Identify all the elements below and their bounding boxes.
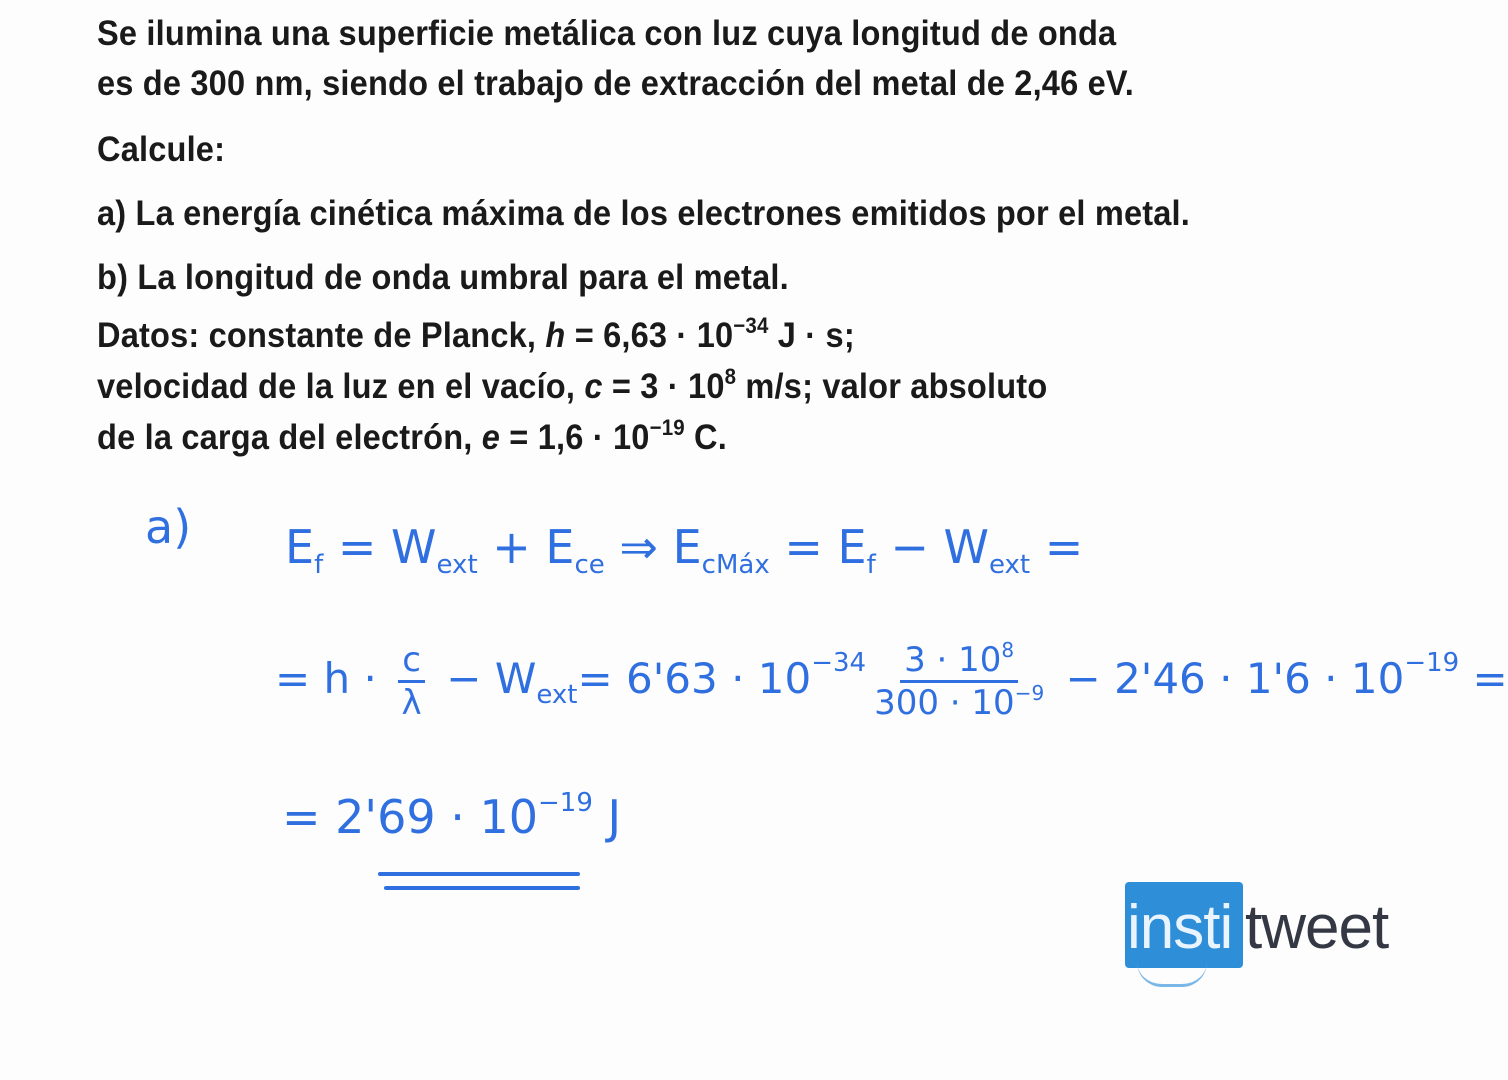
text: Datos: constante de Planck, — [97, 316, 546, 355]
logo-text-insti: insti — [1127, 893, 1233, 962]
t: ⇒ E — [619, 520, 702, 574]
result-underline — [384, 886, 580, 890]
datos-line-3 — [97, 415, 727, 458]
calcule-heading: Calcule: — [97, 130, 226, 169]
t: = W — [337, 520, 437, 574]
logo-bubble-tail — [1137, 962, 1207, 987]
text: velocidad de la luz en el vacío, — [97, 367, 585, 406]
t: − W — [890, 520, 989, 574]
t: = — [1459, 654, 1508, 703]
e: −19 — [1404, 648, 1460, 678]
t: = h · — [275, 654, 391, 703]
e: −34 — [811, 648, 867, 678]
item-b: b) La longitud de onda umbral para el metal. — [97, 258, 789, 297]
text: J · s; — [768, 316, 855, 355]
institweet-logo — [1125, 882, 1425, 992]
s: cMáx — [701, 550, 770, 580]
t: J — [592, 790, 622, 844]
t: − 2'46 · 1'6 · 10 — [1052, 654, 1405, 703]
denominator: λ — [401, 683, 422, 723]
text: m/s; valor absoluto — [736, 367, 1048, 406]
var: e — [481, 418, 501, 457]
numerator: c — [398, 640, 425, 683]
exponent: 8 — [724, 364, 737, 389]
t: = E — [784, 520, 867, 574]
equation-1 — [285, 520, 1084, 580]
text: de la carga del electrón, — [97, 418, 482, 457]
t: − W — [432, 654, 537, 703]
s: f — [866, 550, 876, 580]
fraction-c-over-lambda — [398, 640, 425, 723]
t: 300 · 10 — [874, 683, 1015, 723]
equation-2 — [275, 640, 1508, 723]
s: f — [314, 550, 324, 580]
datos-line-1 — [97, 313, 855, 356]
equation-3-result — [282, 790, 621, 844]
solution-label: a) — [145, 500, 192, 554]
var: h — [545, 316, 566, 355]
s: ext — [536, 680, 578, 710]
text: = 1,6 · 10 — [500, 418, 650, 457]
t: E — [285, 520, 315, 574]
s: ext — [436, 550, 478, 580]
e: −19 — [538, 788, 593, 818]
fraction-c-over-wavelength — [874, 640, 1044, 723]
denominator — [874, 683, 1044, 723]
exponent: −19 — [649, 415, 685, 440]
numerator — [900, 640, 1018, 683]
result-underline — [378, 872, 580, 876]
exponent: −34 — [733, 313, 769, 338]
t: = — [1044, 520, 1084, 574]
text: C. — [684, 418, 727, 457]
text: = 3 · 10 — [602, 367, 725, 406]
problem-line-2: es de 300 nm, siendo el trabajo de extracción del metal de 2,46 eV. — [97, 64, 1135, 103]
datos-line-2 — [97, 364, 1048, 407]
t: = 6'63 · 10 — [577, 654, 812, 703]
s: ce — [574, 550, 605, 580]
item-a: a) La energía cinética máxima de los electrones emitidos por el metal. — [97, 194, 1191, 233]
t: 3 · 10 — [904, 640, 1002, 680]
e: −9 — [1014, 681, 1045, 705]
logo-text-tweet: tweet — [1245, 893, 1389, 962]
problem-line-1: Se ilumina una superficie metálica con luz cuya longitud de onda — [97, 14, 1117, 53]
t: + E — [492, 520, 575, 574]
e: 8 — [1001, 638, 1015, 662]
s: ext — [989, 550, 1031, 580]
t: = 2'69 · 10 — [282, 790, 539, 844]
var: c — [584, 367, 603, 406]
text: = 6,63 · 10 — [565, 316, 734, 355]
